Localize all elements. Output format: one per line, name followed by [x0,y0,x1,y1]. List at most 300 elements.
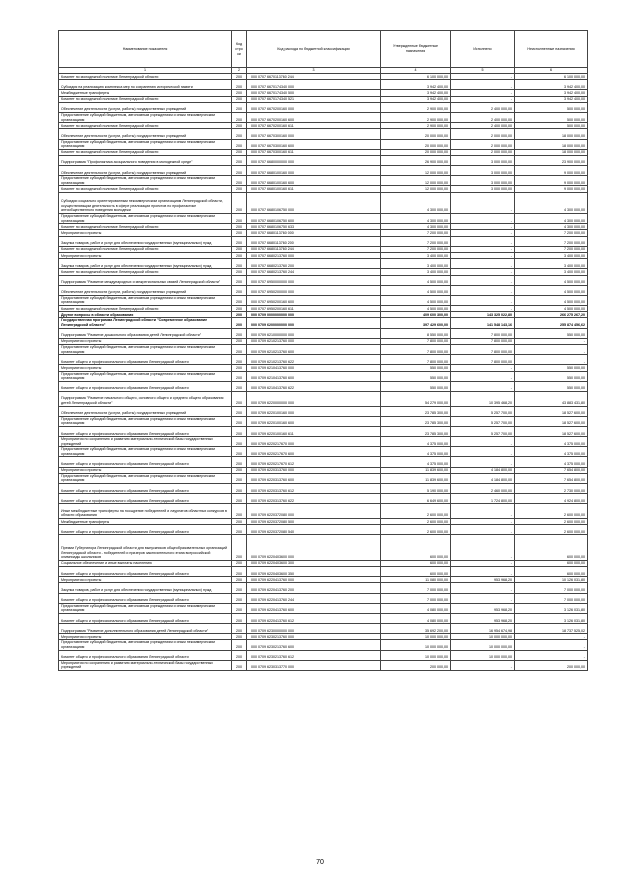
unexecuted-amount: 3 400 000,00 [515,252,588,258]
indicator-name: Комитет общего и профессионального образования Ленинградской области [59,494,232,504]
budget-classification-code: 000 0709 6220313760 000 [247,467,381,473]
approved-amount: 409 600 300,00 [381,312,451,318]
budget-classification-code: 000 0709 6220413760 612 [247,613,381,623]
indicator-name: Комитет по молодежной политике Ленинградской области [59,96,232,102]
approved-amount: 3 942 400,00 [381,90,451,96]
row-code: 200 [232,634,247,640]
executed-amount: 7 800 000,00 [451,345,515,355]
approved-amount: 2 600 000,00 [381,525,451,535]
approved-amount: 26 900 000,00 [381,155,451,165]
approved-amount: 11 080 000,00 [381,577,451,583]
table-row [59,660,588,670]
indicator-name: Комитет общего и профессионального образования Ленинградской области [59,613,232,623]
unexecuted-amount: 3 400 000,00 [515,259,588,269]
table-row [59,275,588,285]
approved-amount: 397 429 600,00 [381,318,451,328]
budget-classification-code: 000 0707 6670174340 521 [247,96,381,102]
indicator-name: Предоставление субсидий бюджетным, автономным учреждениям и иным некоммерческим организациям [59,295,232,305]
indicator-name: Комитет общего и профессионального образования Ленинградской области [59,650,232,660]
approved-amount: 23 785 300,00 [381,426,451,436]
table-row [59,650,588,660]
row-code: 200 [232,252,247,258]
approved-amount: 12 000 000,00 [381,166,451,176]
budget-classification-code: 000 0709 6220413760 000 [247,577,381,583]
indicator-name: Комитет по молодежной политике Ленинградской области [59,74,232,80]
budget-report-sheet [58,30,587,671]
budget-classification-code: 000 0707 6670200160 000 [247,102,381,112]
budget-classification-code: 000 0707 6950200000 000 [247,285,381,295]
budget-classification-code: 000 0707 6670113760 244 [247,74,381,80]
approved-amount: 8 550 000,00 [381,328,451,338]
unexecuted-amount: 4 375 000,00 [515,447,588,457]
table-row [59,176,588,186]
row-code: 200 [232,519,247,525]
approved-amount: 6 649 600,00 [381,494,451,504]
executed-amount: 5 257 700,00 [451,426,515,436]
budget-classification-code: 000 0707 6670200160 600 [247,112,381,122]
row-code: 200 [232,577,247,583]
unexecuted-amount: 550 000,00 [515,381,588,391]
approved-amount: 4 375 000,00 [381,437,451,447]
row-code: 200 [232,259,247,269]
budget-classification-code: 000 0709 6210000000 000 [247,328,381,338]
unexecuted-amount: 18 000 000,00 [515,129,588,139]
approved-amount: 7 200 000,00 [381,246,451,252]
budget-classification-code: 000 0709 6220372080 500 [247,519,381,525]
row-code: 200 [232,149,247,155]
executed-amount: - [451,230,515,236]
row-code: 200 [232,112,247,122]
unexecuted-amount: 3 400 000,00 [515,269,588,275]
row-code: 200 [232,640,247,650]
indicator-name: Другие вопросы в области образования [59,312,232,318]
indicator-name: Комитет общего и профессионального образования Ленинградской области [59,457,232,467]
indicator-name: Субсидии социально ориентированным некоммерческим организациям Ленинградской области, осуществляющим деятельность в сфере реализации проектов по профилактике антиобщественного поведения молодежи [59,192,232,213]
table-row [59,484,588,494]
row-code: 200 [232,437,247,447]
header-budget-classification-code: Код расхода по бюджетной классификации [247,31,381,68]
table-row [59,80,588,90]
executed-amount: - [451,525,515,535]
approved-amount: 2 900 000,00 [381,112,451,122]
indicator-name: Предоставление субсидий бюджетным, автономным учреждениям и иным некоммерческим организациям [59,371,232,381]
budget-classification-code: 000 0709 6230213760 600 [247,640,381,650]
indicator-name: Закупка товаров, работ и услуг для обеспечения государственных (муниципальных) нужд [59,236,232,246]
executed-amount: - [451,593,515,603]
row-code: 200 [232,74,247,80]
column-number: 4 [381,68,451,74]
row-code: 200 [232,312,247,318]
budget-classification-code: 000 0707 6680213760 244 [247,269,381,275]
indicator-name: Предоставление субсидий бюджетным, автономным учреждениям и иным некоммерческим организациям [59,139,232,149]
budget-classification-code: 000 0709 6210413760 000 [247,365,381,371]
table-row [59,381,588,391]
budget-classification-code: 000 0709 6220217670 612 [247,457,381,467]
budget-classification-code: 000 0709 6220372080 000 [247,504,381,519]
executed-amount: - [451,259,515,269]
indicator-name: Комитет общего и профессионального образования Ленинградской области [59,566,232,576]
budget-classification-code: 000 0707 6680113760 200 [247,236,381,246]
executed-amount: 10 000 000,00 [451,650,515,660]
approved-amount: 550 000,00 [381,365,451,371]
executed-amount: - [451,80,515,90]
approved-amount: 3 400 000,00 [381,259,451,269]
budget-classification-code: 000 0707 6680100160 611 [247,186,381,192]
row-code: 200 [232,447,247,457]
approved-amount: 20 000 000,00 [381,149,451,155]
row-code: 200 [232,90,247,96]
executed-amount: 141 548 143,16 [451,318,515,328]
indicator-name: Комитет по молодежной политике Ленинградской области [59,269,232,275]
executed-amount: - [451,246,515,252]
unexecuted-amount: - [515,650,588,660]
budget-classification-code: 000 0707 6680113760 000 [247,230,381,236]
executed-amount: - [451,214,515,224]
unexecuted-amount: 4 300 000,00 [515,224,588,230]
indicator-name: Мероприятия и проекты [59,230,232,236]
unexecuted-amount: 4 375 000,00 [515,457,588,467]
budget-classification-code: 000 0709 6220413760 200 [247,583,381,593]
budget-classification-code: 000 0707 6670174340 500 [247,90,381,96]
budget-classification-code: 000 0709 6220100160 000 [247,406,381,416]
executed-amount: 5 257 700,00 [451,416,515,426]
approved-amount: 7 200 000,00 [381,230,451,236]
budget-execution-table [58,30,588,671]
budget-classification-code: 000 0709 0000000000 000 [247,312,381,318]
column-number: 1 [59,68,232,74]
row-code: 200 [232,560,247,566]
budget-classification-code: 000 0709 6210413760 622 [247,381,381,391]
approved-amount: 11 839 600,00 [381,473,451,483]
approved-amount: 600 000,00 [381,535,451,560]
budget-classification-code: 000 0707 6670300160 000 [247,129,381,139]
unexecuted-amount: 6 100 000,00 [515,74,588,80]
budget-classification-code: 000 0709 6220403600 350 [247,566,381,576]
row-code: 200 [232,155,247,165]
table-row [59,355,588,365]
indicator-name: Предоставление субсидий бюджетным, автономным учреждениям и иным некоммерческим организациям [59,447,232,457]
executed-amount: 10 000 000,00 [451,640,515,650]
unexecuted-amount: 3 126 031,80 [515,613,588,623]
row-code: 200 [232,457,247,467]
indicator-name: Обеспечение деятельности (услуги, работы) государственных учреждений [59,129,232,139]
table-row [59,371,588,381]
approved-amount: 550 000,00 [381,371,451,381]
approved-amount: 6 100 000,00 [381,74,451,80]
budget-classification-code: 000 0709 6230213760 612 [247,650,381,660]
indicator-name: Закупка товаров, работ и услуг для обеспечения государственных (муниципальных) нужд [59,259,232,269]
row-code: 200 [232,566,247,576]
table-row [59,192,588,213]
row-code: 200 [232,593,247,603]
executed-amount: - [451,285,515,295]
budget-classification-code: 000 0709 6220313760 600 [247,473,381,483]
budget-classification-code: 000 0709 6220313760 612 [247,484,381,494]
approved-amount: 7 800 000,00 [381,338,451,344]
unexecuted-amount: 18 737 525,02 [515,624,588,634]
unexecuted-amount: 266 275 267,20 [515,312,588,318]
table-row [59,504,588,519]
indicator-name: Подпрограмма "Развитие начального общего, основного общего и среднего общего образования детей Ленинградской области" [59,391,232,406]
indicator-name: Комитет по молодежной политике Ленинградской области [59,149,232,155]
table-row [59,525,588,535]
executed-amount: - [451,224,515,230]
indicator-name: Комитет общего и профессионального образования Ленинградской области [59,484,232,494]
indicator-name: Мероприятия по сохранению и развитию материально-технической базы государственных учреждений [59,437,232,447]
unexecuted-amount: 43 883 431,80 [515,391,588,406]
approved-amount: 4 300 000,00 [381,192,451,213]
row-code: 200 [232,473,247,483]
table-row [59,295,588,305]
table-row [59,318,588,328]
table-row [59,416,588,426]
column-number: 6 [515,68,588,74]
header-approved-appropriations: Утвержденные бюджетные назначения [381,31,451,68]
indicator-name: Межбюджетные трансферты [59,519,232,525]
budget-classification-code: 000 0709 6220313760 622 [247,494,381,504]
executed-amount: - [451,90,515,96]
executed-amount: 953 968,20 [451,577,515,583]
indicator-name: Комитет по молодежной политике Ленинградской области [59,224,232,230]
approved-amount: 2 600 000,00 [381,504,451,519]
approved-amount: 4 500 000,00 [381,285,451,295]
column-number: 5 [451,68,515,74]
executed-amount: 10 395 468,20 [451,391,515,406]
unexecuted-amount: 500 000,00 [515,112,588,122]
row-code: 200 [232,176,247,186]
budget-classification-code: 000 0707 6950000000 000 [247,275,381,285]
budget-classification-code: 000 0707 6950200160 600 [247,295,381,305]
unexecuted-amount: 7 000 000,00 [515,583,588,593]
budget-classification-code: 000 0709 6210213760 622 [247,355,381,365]
approved-amount: 600 000,00 [381,560,451,566]
indicator-name: Мероприятия по сохранению и развитию материально-технической базы государственных учреждений [59,660,232,670]
unexecuted-amount: 550 000,00 [515,371,588,381]
budget-classification-code: 000 0707 6680113760 244 [247,246,381,252]
indicator-name: Подпрограмма "Развитие дополнительного образования детей Ленинградской области" [59,624,232,634]
unexecuted-amount: 550 000,00 [515,365,588,371]
unexecuted-amount: 18 527 600,00 [515,406,588,416]
unexecuted-amount: 9 000 000,00 [515,176,588,186]
row-code: 200 [232,406,247,416]
budget-classification-code: 000 0707 6680213760 000 [247,252,381,258]
row-code: 200 [232,306,247,312]
table-row [59,285,588,295]
indicator-name: Подпрограмма "Профилактика асоциального поведения в молодежной среде" [59,155,232,165]
indicator-name: Мероприятия и проекты [59,577,232,583]
executed-amount: - [451,457,515,467]
column-number: 3 [247,68,381,74]
executed-amount: - [451,252,515,258]
indicator-name: Предоставление субсидий бюджетным, автономным учреждениям и иным некоммерческим организациям [59,176,232,186]
budget-classification-code: 000 0707 6670200160 611 [247,123,381,129]
indicator-name: Премии Губернатора Ленинградской области для выпускников общеобразовательных организаций Ленинградской области - победителей и призеров заключительного этапа всероссийской олимпиады школьников [59,535,232,560]
table-row [59,345,588,355]
unexecuted-amount: 4 500 000,00 [515,285,588,295]
approved-amount: 600 000,00 [381,566,451,576]
executed-amount: - [451,560,515,566]
executed-amount: - [451,660,515,670]
executed-amount: 3 000 000,00 [451,186,515,192]
table-row [59,139,588,149]
unexecuted-amount: 4 375 000,00 [515,437,588,447]
row-code: 200 [232,328,247,338]
table-row [59,426,588,436]
unexecuted-amount: 18 527 600,00 [515,426,588,436]
budget-classification-code: 000 0709 6220000000 000 [247,391,381,406]
indicator-name: Мероприятия и проекты [59,338,232,344]
unexecuted-amount: 7 200 000,00 [515,236,588,246]
table-row [59,129,588,139]
executed-amount: - [451,192,515,213]
budget-classification-code: 000 0707 6950200160 611 [247,306,381,312]
unexecuted-amount: 4 500 000,00 [515,275,588,285]
executed-amount: 2 460 000,00 [451,484,515,494]
budget-classification-code: 000 0709 6200000000 000 [247,318,381,328]
row-code: 200 [232,583,247,593]
row-code: 200 [232,603,247,613]
row-code: 200 [232,236,247,246]
approved-amount: 11 839 600,00 [381,467,451,473]
approved-amount: 2 900 000,00 [381,123,451,129]
executed-amount: - [451,269,515,275]
executed-amount: 7 800 000,00 [451,338,515,344]
unexecuted-amount: 7 200 000,00 [515,246,588,252]
row-code: 200 [232,650,247,660]
executed-amount: - [451,96,515,102]
row-code: 200 [232,426,247,436]
row-code: 200 [232,525,247,535]
budget-classification-code: 000 0709 6210213760 000 [247,338,381,344]
row-code: 200 [232,416,247,426]
executed-amount: - [451,275,515,285]
indicator-name: Комитет по молодежной политике Ленинградской области [59,123,232,129]
executed-amount: 3 000 000,00 [451,166,515,176]
executed-amount: - [451,371,515,381]
unexecuted-amount: - [515,345,588,355]
budget-classification-code: 000 0707 6680000000 000 [247,155,381,165]
executed-amount: - [451,437,515,447]
executed-amount: - [451,295,515,305]
approved-amount: 4 300 000,00 [381,214,451,224]
unexecuted-amount: 600 000,00 [515,535,588,560]
executed-amount: - [451,306,515,312]
budget-classification-code: 000 0707 6680106750 633 [247,224,381,230]
row-code: 200 [232,214,247,224]
indicator-name: Субсидия на реализацию комплекса мер по сохранению исторической памяти [59,80,232,90]
approved-amount: 20 000 000,00 [381,139,451,149]
unexecuted-amount: 10 126 031,80 [515,577,588,583]
budget-classification-code: 000 0709 6220403600 300 [247,560,381,566]
unexecuted-amount: 3 942 400,00 [515,80,588,90]
unexecuted-amount: 7 654 800,00 [515,467,588,473]
table-row [59,391,588,406]
executed-amount: 953 968,20 [451,603,515,613]
row-code: 200 [232,365,247,371]
table-row [59,437,588,447]
approved-amount: 4 500 000,00 [381,275,451,285]
approved-amount: 3 400 000,00 [381,252,451,258]
budget-classification-code: 000 0709 6220413760 244 [247,593,381,603]
executed-amount: 2 000 000,00 [451,149,515,155]
indicator-name: Подпрограмма "Развитие дошкольного образования детей Ленинградской области" [59,328,232,338]
indicator-name: Комитет общего и профессионального образования Ленинградской области [59,593,232,603]
executed-amount: 143 325 022,80 [451,312,515,318]
budget-classification-code: 000 0709 6210213760 600 [247,345,381,355]
indicator-name: Предоставление субсидий бюджетным, автономным учреждениям и иным некоммерческим организациям [59,473,232,483]
approved-amount: 7 200 000,00 [381,236,451,246]
table-row [59,593,588,603]
indicator-name: Обеспечение деятельности (услуги, работы) государственных учреждений [59,166,232,176]
row-code: 200 [232,338,247,344]
table-row [59,494,588,504]
executed-amount: - [451,566,515,576]
unexecuted-amount: 9 000 000,00 [515,186,588,192]
unexecuted-amount: 255 874 456,62 [515,318,588,328]
indicator-name: Комитет по молодежной политике Ленинградской области [59,246,232,252]
executed-amount: 4 184 800,00 [451,473,515,483]
executed-amount: 1 724 800,00 [451,494,515,504]
indicator-name: Межбюджетные трансферты [59,90,232,96]
indicator-name: Предоставление субсидий бюджетным, автономным учреждениям и иным некоммерческим организациям [59,603,232,613]
approved-amount: 4 300 000,00 [381,224,451,230]
budget-classification-code: 000 0707 6670174340 000 [247,80,381,90]
unexecuted-amount: 18 000 000,00 [515,149,588,155]
unexecuted-amount: 3 942 400,00 [515,90,588,96]
approved-amount: 12 000 000,00 [381,186,451,192]
row-code: 200 [232,624,247,634]
budget-classification-code: 000 0709 6210413760 600 [247,371,381,381]
budget-classification-code: 000 0707 6680100160 600 [247,176,381,186]
approved-amount: 10 000 000,00 [381,650,451,660]
unexecuted-amount: - [515,640,588,650]
indicator-name: Комитет общего и профессионального образования Ленинградской области [59,426,232,436]
indicator-name: Мероприятия и проекты [59,467,232,473]
table-row [59,447,588,457]
executed-amount: 10 000 000,00 [451,634,515,640]
budget-classification-code: 000 0709 6230000000 000 [247,624,381,634]
executed-amount: 3 000 000,00 [451,176,515,186]
approved-amount: 7 800 000,00 [381,355,451,365]
approved-amount: 10 000 000,00 [381,634,451,640]
unexecuted-amount: 2 600 000,00 [515,519,588,525]
table-row [59,102,588,112]
row-code: 200 [232,275,247,285]
table-row [59,613,588,623]
executed-amount: 4 184 800,00 [451,467,515,473]
executed-amount: - [451,519,515,525]
approved-amount: 4 500 000,00 [381,295,451,305]
unexecuted-amount: 4 300 000,00 [515,214,588,224]
row-code: 200 [232,295,247,305]
approved-amount: 23 785 300,00 [381,406,451,416]
unexecuted-amount: 600 000,00 [515,566,588,576]
unexecuted-amount: 18 000 000,00 [515,139,588,149]
budget-classification-code: 000 0709 6230313770 000 [247,660,381,670]
unexecuted-amount: 500 000,00 [515,123,588,129]
table-header-row [59,31,588,68]
unexecuted-amount: 7 200 000,00 [515,230,588,236]
executed-amount: 7 800 000,00 [451,328,515,338]
row-code: 200 [232,285,247,295]
approved-amount: 4 500 000,00 [381,306,451,312]
approved-amount: 23 785 300,00 [381,416,451,426]
approved-amount: 4 080 000,00 [381,613,451,623]
executed-amount: - [451,504,515,519]
table-row [59,112,588,122]
budget-classification-code: 000 0707 6680213760 200 [247,259,381,269]
budget-classification-code: 000 0709 6220403600 000 [247,535,381,560]
